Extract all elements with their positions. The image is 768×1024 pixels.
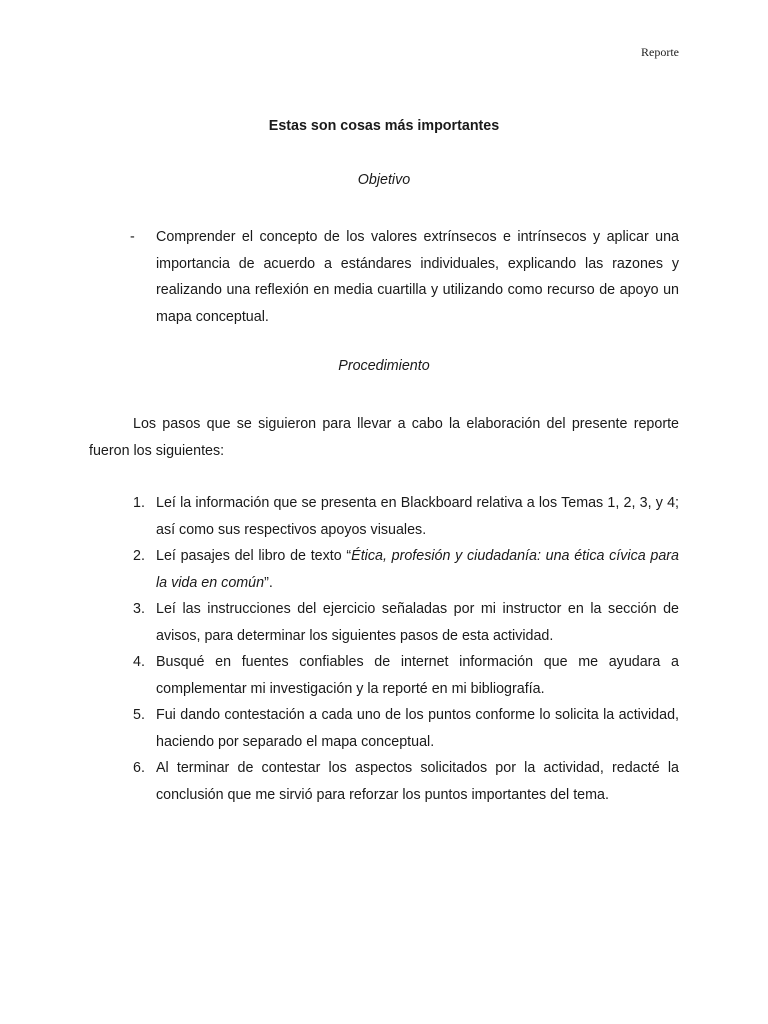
step-text-prefix: Leí pasajes del libro de texto “: [156, 548, 352, 564]
step-number: 5.: [133, 707, 145, 723]
objective-item: [130, 224, 679, 330]
step-number: 4.: [133, 654, 145, 670]
step-number: 6.: [133, 760, 145, 776]
objective-bullet: -: [130, 229, 135, 245]
step-number: 3.: [133, 601, 145, 617]
step-number: 2.: [133, 548, 145, 564]
step-text: Leí las instrucciones del ejercicio señaladas por mi instructor en la sección de avisos, para determinar los siguientes pasos de esta actividad.: [156, 601, 679, 644]
step-item-6: [89, 755, 679, 808]
step-item-1: [89, 490, 679, 543]
objective-heading: Objetivo: [357, 172, 411, 188]
step-item-4: [89, 649, 679, 702]
procedure-heading: Procedimiento: [338, 358, 430, 374]
step-text: Fui dando contestación a cada uno de los puntos conforme lo solicita la actividad, haciendo por separado el mapa conceptual.: [156, 707, 679, 750]
document-title: Estas son cosas más importantes: [268, 118, 500, 134]
step-text: Al terminar de contestar los aspectos solicitados por la actividad, redacté la conclusión que me sirvió para reforzar los puntos importantes del tema.: [156, 760, 679, 803]
step-text: Leí la información que se presenta en Blackboard relativa a los Temas 1, 2, 3, y 4; así como sus respectivos apoyos visuales.: [156, 495, 679, 538]
running-header: Reporte: [641, 45, 679, 59]
step-item-3: [89, 596, 679, 649]
procedure-steps-list: [89, 490, 679, 808]
procedure-intro: Los pasos que se siguieron para llevar a cabo la elaboración del presente reporte fueron los siguientes:: [89, 416, 679, 459]
step-text-suffix: ”.: [264, 574, 273, 591]
step-text: Busqué en fuentes confiables de internet información que me ayudara a complementar mi investigación y la reporté en mi bibliografía.: [156, 654, 679, 697]
objective-text: Comprender el concepto de los valores extrínsecos e intrínsecos y aplicar una importancia de acuerdo a estándares individuales, explicando las razones y realizando una reflexión en media cuartilla y utilizando como recurso de apoyo un mapa conceptual.: [156, 229, 679, 325]
step-item-5: [89, 702, 679, 755]
step-item-2: [89, 543, 679, 596]
step-number: 1.: [133, 495, 145, 511]
book-title: Ética, profesión y ciudadanía: una ética cívica para la vida en común: [156, 548, 679, 591]
